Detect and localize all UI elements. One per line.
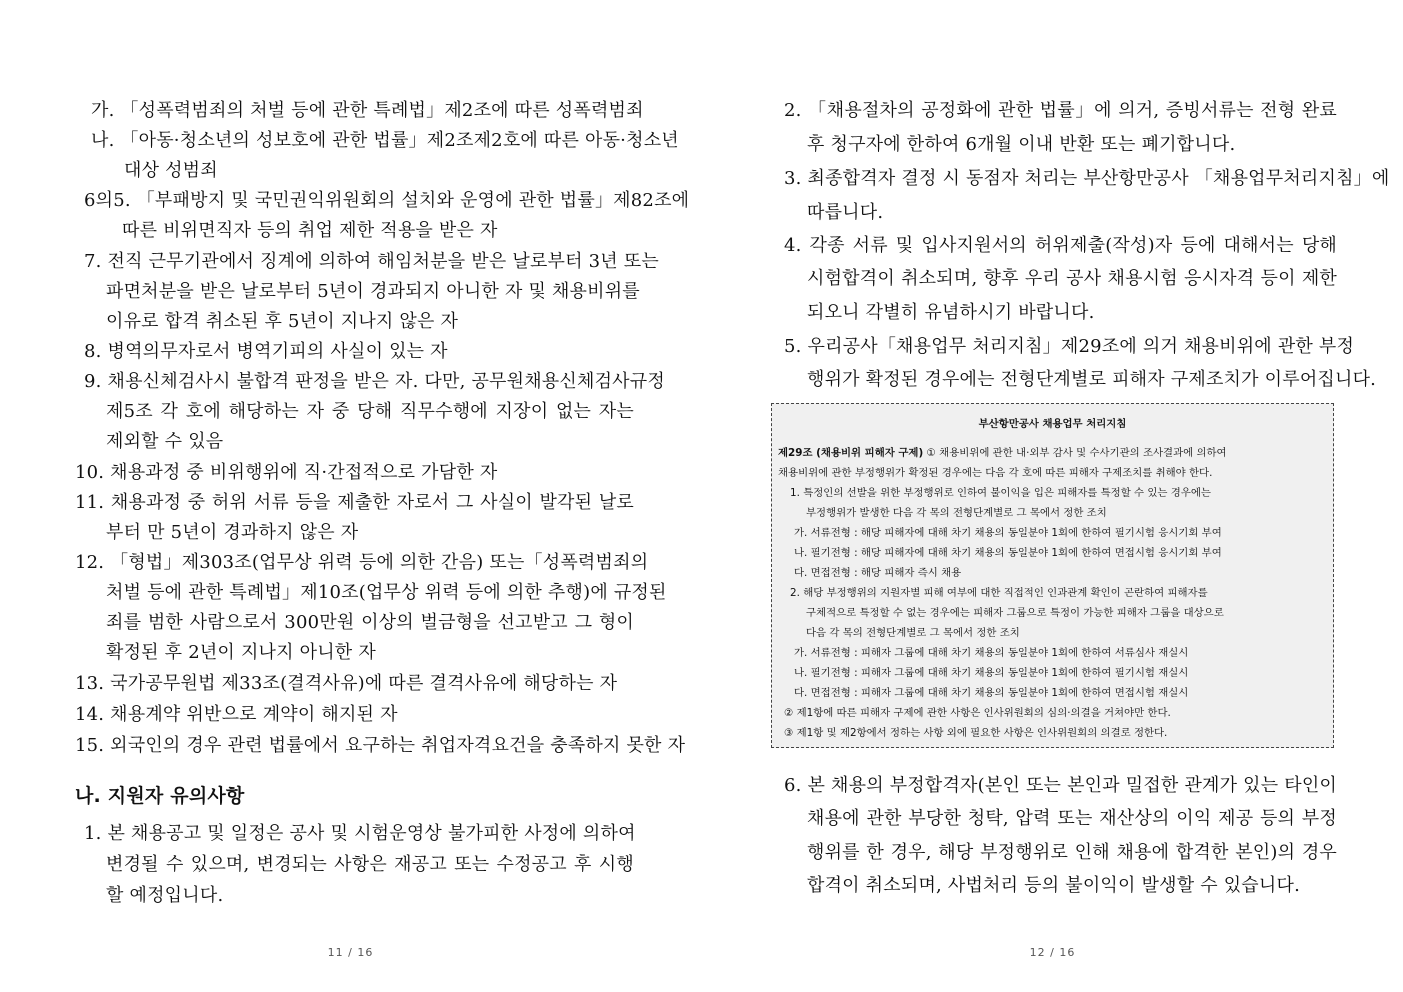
- text-line: 제5조 각 호에 해당하는 자 중 당해 직무수행에 지장이 없는 자는: [106, 401, 634, 422]
- text-line: 따릅니다.: [807, 202, 884, 223]
- text-line: 할 예정입니다.: [106, 885, 224, 906]
- page-number: 11 / 16: [327, 946, 374, 959]
- box-line: 가. 서류전형 : 피해자 그룹에 대해 차기 채용의 동일분야 1회에 한하여 서류심사 재실시: [794, 647, 1189, 659]
- text-line: 부터 만 5년이 경과하지 않은 자: [106, 522, 359, 543]
- box-line: ③ 제1항 및 제2항에서 정하는 사항 외에 필요한 사항은 인사위원회의 의결로 정한다.: [784, 727, 1168, 739]
- text-line: 1. 본 채용공고 및 일정은 공사 및 시험운영상 불가피한 사정에 의하여: [84, 823, 636, 844]
- box-line: 다. 면접전형 : 해당 피해자 즉시 채용: [794, 567, 962, 579]
- box-line: ② 제1항에 따른 피해자 구제에 관한 사항은 인사위원회의 심의·의결을 거쳐야만 한다.: [784, 707, 1171, 719]
- text-line: 대상 성범죄: [124, 160, 218, 181]
- article-title: 제29조 (채용비위 피해자 구제): [778, 447, 924, 459]
- text-line: 행위가 확정된 경우에는 전형단계별로 피해자 구제조치가 이루어집니다.: [807, 369, 1377, 390]
- text-line: 나. 「아동·청소년의 성보호에 관한 법률」제2조제2호에 따른 아동·청소년: [91, 130, 679, 151]
- text-line: 11. 채용과정 중 허위 서류 등을 제출한 자로서 그 사실이 발각된 날로: [75, 492, 634, 513]
- box-line: 구체적으로 특정할 수 없는 경우에는 피해자 그룹으로 특정이 가능한 피해자 그룹을 대상으로: [806, 607, 1224, 619]
- text-line: 되오니 각별히 유념하시기 바랍니다.: [807, 302, 1095, 323]
- left-page: [0, 0, 701, 992]
- text-line: 3. 최종합격자 결정 시 동점자 처리는 부산항만공사 「채용업무처리지침」에: [784, 168, 1390, 189]
- text-line: 제외할 수 있음: [106, 431, 224, 452]
- text-line: 4. 각종 서류 및 입사지원서의 허위제출(작성)자 등에 대해서는 당해: [784, 235, 1337, 256]
- text-line: 변경될 수 있으며, 변경되는 사항은 재공고 또는 수정공고 후 시행: [106, 854, 634, 875]
- text-line: 9. 채용신체검사시 불합격 판정을 받은 자. 다만, 공무원채용신체검사규정: [84, 371, 665, 392]
- box-line: 부정행위가 발생한 다음 각 목의 전형단계별로 그 목에서 정한 조치: [806, 507, 1107, 519]
- text-line: 5. 우리공사「채용업무 처리지침」제29조에 의거 채용비위에 관한 부정: [784, 336, 1355, 357]
- box-line: 제29조 (채용비위 피해자 구제) ① 채용비위에 관한 내·외부 감사 및 수사기관의 조사결과에 의하여: [778, 447, 1227, 459]
- text-line: 행위를 한 경우, 해당 부정행위로 인해 채용에 합격한 본인)의 경우: [807, 842, 1337, 863]
- text-line: 따른 비위면직자 등의 취업 제한 적용을 받은 자: [122, 220, 498, 241]
- box-line: 1. 특정인의 선발을 위한 부정행위로 인하여 불이익을 입은 피해자를 특정할 수 있는 경우에는: [790, 487, 1211, 499]
- box-line: 나. 필기전형 : 해당 피해자에 대해 차기 채용의 동일분야 1회에 한하여 면접시험 응시기회 부여: [794, 547, 1222, 559]
- box-line: 나. 필기전형 : 피해자 그룹에 대해 차기 채용의 동일분야 1회에 한하여 필기시험 재실시: [794, 667, 1189, 679]
- text-line: 2. 「채용절차의 공정화에 관한 법률」에 의거, 증빙서류는 전형 완료: [784, 100, 1337, 121]
- text-line: 12. 「형법」제303조(업무상 위력 등에 의한 간음) 또는「성폭력범죄의: [75, 552, 649, 573]
- guideline-box: [771, 403, 1334, 748]
- right-page: [702, 0, 1403, 992]
- text-line: 8. 병역의무자로서 병역기피의 사실이 있는 자: [84, 341, 448, 362]
- text-line: 파면처분을 받은 날로부터 5년이 경과되지 아니한 자 및 채용비위를: [106, 281, 640, 302]
- section-heading: 나. 지원자 유의사항: [75, 785, 245, 807]
- box-line: 2. 해당 부정행위의 지원자별 피해 여부에 대한 직접적인 인과관계 확인이 곤란하여 피해자를: [790, 587, 1208, 599]
- text-line: 확정된 후 2년이 지나지 아니한 자: [106, 642, 376, 663]
- box-line: 채용비위에 관한 부정행위가 확정된 경우에는 다음 각 호에 따른 피해자 구제조치를 취해야 한다.: [778, 467, 1213, 479]
- box-line: 다음 각 목의 전형단계별로 그 목에서 정한 조치: [806, 627, 1020, 639]
- text-line: 10. 채용과정 중 비위행위에 직·간접적으로 가담한 자: [75, 462, 498, 483]
- text-line: 처벌 등에 관한 특례법」제10조(업무상 위력 등에 의한 추행)에 규정된: [106, 582, 667, 603]
- text-line: 15. 외국인의 경우 관련 법률에서 요구하는 취업자격요건을 충족하지 못한 자: [75, 735, 686, 756]
- text-line: 가. 「성폭력범죄의 처벌 등에 관한 특례법」제2조에 따른 성폭력범죄: [91, 100, 644, 121]
- text-line: 6의5. 「부패방지 및 국민권익위원회의 설치와 운영에 관한 법률」제82조에: [84, 190, 690, 211]
- text-line: 7. 전직 근무기관에서 징계에 의하여 해임처분을 받은 날로부터 3년 또는: [84, 251, 659, 272]
- text-line: 죄를 범한 사람으로서 300만원 이상의 벌금형을 선고받고 그 형이: [106, 612, 634, 633]
- text-line: 합격이 취소되며, 사법처리 등의 불이익이 발생할 수 있습니다.: [807, 875, 1300, 896]
- text-line: 14. 채용계약 위반으로 계약이 해지된 자: [75, 704, 398, 725]
- box-line: 다. 면접전형 : 피해자 그룹에 대해 차기 채용의 동일분야 1회에 한하여 면접시험 재실시: [794, 687, 1189, 699]
- text-line: 후 청구자에 한하여 6개월 이내 반환 또는 폐기합니다.: [807, 134, 1236, 155]
- box-line: 가. 서류전형 : 해당 피해자에 대해 차기 채용의 동일분야 1회에 한하여 필기시험 응시기회 부여: [794, 527, 1222, 539]
- text-line: 채용에 관한 부당한 청탁, 압력 또는 재산상의 이익 제공 등의 부정: [807, 808, 1337, 829]
- text-line: 13. 국가공무원법 제33조(결격사유)에 따른 결격사유에 해당하는 자: [75, 673, 618, 694]
- box-title: 부산항만공사 채용업무 처리지침: [978, 418, 1127, 430]
- text-line: 이유로 합격 취소된 후 5년이 지나지 않은 자: [106, 311, 459, 332]
- page-number: 12 / 16: [1029, 946, 1076, 959]
- text-line: 6. 본 채용의 부정합격자(본인 또는 본인과 밀접한 관계가 있는 타인이: [784, 775, 1337, 796]
- text-line: 시험합격이 취소되며, 향후 우리 공사 채용시험 응시자격 등이 제한: [807, 268, 1337, 289]
